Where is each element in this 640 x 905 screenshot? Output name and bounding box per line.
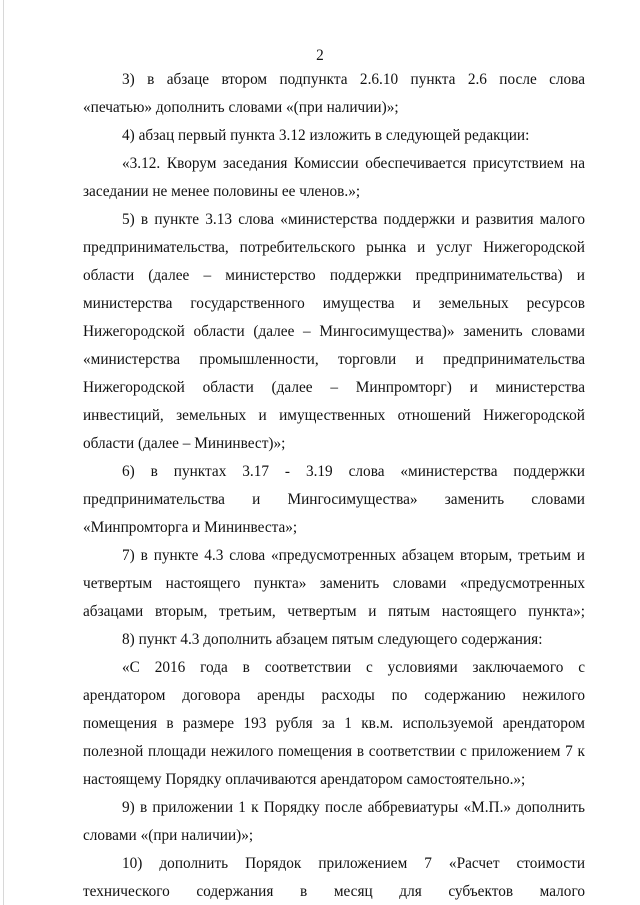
text-line: арендатором договора аренды расходы по содержанию нежилого (83, 687, 585, 704)
text-line: полезной площади нежилого помещения в соответствии с приложением 7 к (83, 743, 585, 760)
text-line: «3.12. Кворум заседания Комиссии обеспечивается присутствием на (122, 155, 585, 172)
text-line: помещения в размере 193 рубля за 1 кв.м. используемой арендатором (83, 715, 585, 732)
text-line: 6) в пунктах 3.17 - 3.19 слова «министерства поддержки (122, 463, 585, 480)
text-line: предпринимательства, потребительского рынка и услуг Нижегородской (83, 239, 585, 256)
text-line: Нижегородской области (далее – Мингосимущества)» заменить словами (83, 323, 585, 340)
text-line: настоящему Порядку оплачиваются арендатором самостоятельно.»; (83, 771, 526, 788)
text-line: области (далее – министерство поддержки предпринимательства) и (83, 267, 585, 284)
text-line: 9) в приложении 1 к Порядку после аббревиатуры «М.П.» дополнить (122, 799, 585, 816)
text-line: 4) абзац первый пункта 3.12 изложить в следующей редакции: (122, 127, 530, 144)
text-line: инвестиций, земельных и имущественных отношений Нижегородской (83, 407, 585, 424)
text-line: министерства государственного имущества и земельных ресурсов (83, 295, 585, 312)
text-line: Нижегородской области (далее – Минпромторг) и министерства (83, 379, 585, 396)
page-edge (3, 0, 4, 905)
text-line: «С 2016 года в соответствии с условиями заключаемого с (122, 659, 585, 676)
text-line: заседании не менее половины ее членов.»; (83, 183, 361, 200)
text-line: 7) в пункте 4.3 слова «предусмотренных абзацем вторым, третьим и (122, 547, 585, 564)
text-line: предпринимательства и Мингосимущества» заменить словами (83, 491, 585, 508)
text-line: 8) пункт 4.3 дополнить абзацем пятым следующего содержания: (122, 631, 543, 648)
text-line: «министерства промышленности, торговли и предпринимательства (83, 351, 585, 368)
text-line: области (далее – Мининвест)»; (83, 435, 286, 452)
text-line: «печатью» дополнить словами «(при наличии)»; (83, 99, 399, 116)
text-line: «Минпромторга и Мининвеста»; (83, 519, 298, 536)
text-line: абзацами вторым, третьим, четвертым и пятым настоящего пункта»; (83, 603, 585, 620)
text-line: 10) дополнить Порядок приложением 7 «Расчет стоимости (122, 855, 585, 872)
text-line: 5) в пункте 3.13 слова «министерства поддержки и развития малого (122, 211, 585, 228)
text-line: технического содержания в месяц для субъектов малого (83, 883, 585, 900)
text-line: 3) в абзаце втором подпункта 2.6.10 пункта 2.6 после слова (122, 71, 585, 88)
text-line: словами «(при наличии)»; (83, 827, 254, 844)
page-number: 2 (316, 47, 324, 64)
text-line: четвертым настоящего пункта» заменить словами «предусмотренных (83, 575, 585, 592)
